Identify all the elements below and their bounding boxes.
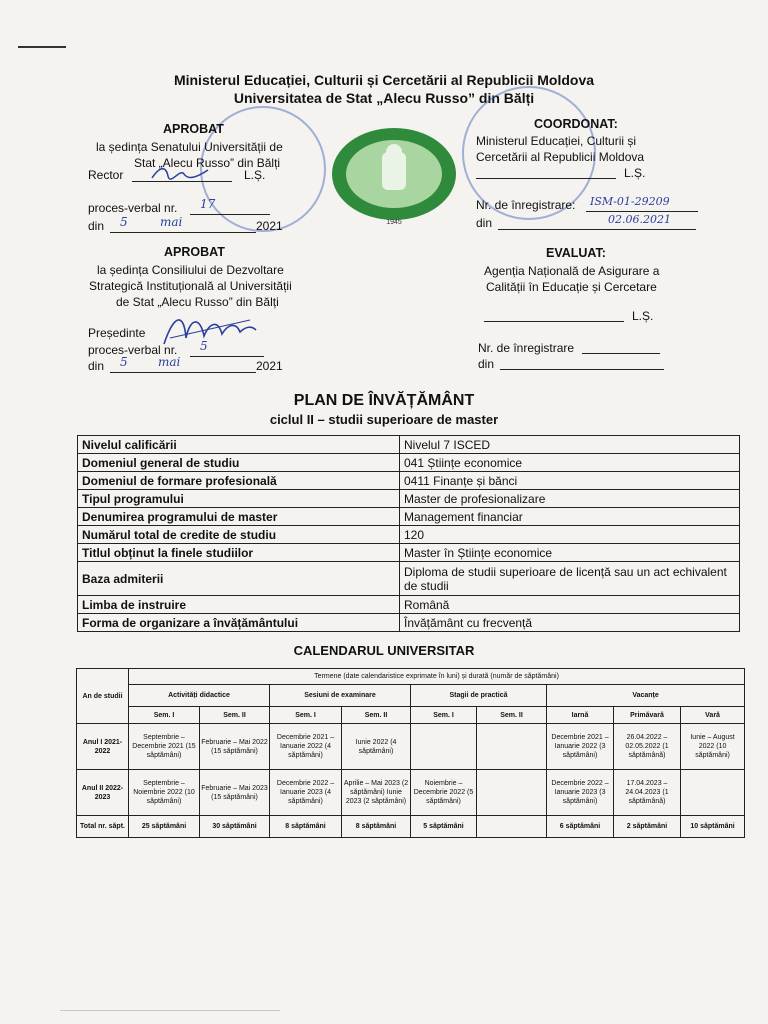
bottom-scan-marks [60,1010,280,1011]
calendar-cell: 26.04.2022 – 02.05.2022 (1 săptămână) [614,724,681,770]
info-row [78,472,740,490]
council-date-line [110,372,256,373]
rector-label: Rector [88,168,124,182]
info-label: Forma de organizare a învățământului [78,614,400,632]
info-row [78,436,740,454]
coordinated-reg-line [586,211,698,212]
calendar-subheader: Sem. II [200,707,270,724]
approved-council-title: APROBAT [164,245,225,259]
calendar-row [77,770,745,816]
coordinated-date-line [498,229,696,230]
evaluated-reg-label: Nr. de înregistrare [478,341,575,355]
calendar-total-row [77,816,745,838]
council-pv-number: 5 [200,339,208,353]
council-pv-line [190,356,264,357]
info-label: Baza admiterii [78,562,400,596]
evaluated-line2: Calității în Educație și Cercetare [486,280,657,294]
senate-pv-line [190,214,270,215]
approved-senate-title: APROBAT [163,122,224,136]
calendar-title: CALENDARUL UNIVERSITAR [293,643,475,658]
calendar-cell [477,770,547,816]
info-row [78,614,740,632]
info-value: Master de profesionalizare [400,490,740,508]
council-date-month: mai [158,355,181,369]
senate-date-prefix: din [88,219,105,233]
calendar-cell: Septembrie – Decembrie 2021 (15 săptămâni) [129,724,200,770]
calendar-cell: Decembrie 2021 – Ianuarie 2022 (4 săptămâni) [270,724,342,770]
calendar-total-cell: 2 săptămâni [614,816,681,838]
ministry-title: Ministerul Educației, Culturii și Cercetării al Republicii Moldova [173,72,595,88]
evaluated-title: EVALUAT: [546,246,606,260]
calendar-year-cell: Anul I 2021-2022 [77,724,129,770]
seal-year: 1945 [386,219,402,226]
info-row [78,526,740,544]
calendar-subheader: Vară [681,707,745,724]
calendar-group-header: Activități didactice [129,685,270,707]
calendar-cell: Iunie – August 2022 (10 săptămâni) [681,724,745,770]
calendar-total-cell: 8 săptămâni [270,816,342,838]
calendar-cell: Februarie – Mai 2023 (15 săptămâni) [200,770,270,816]
university-title: Universitatea de Stat „Alecu Russo” din Bălți [233,90,535,106]
info-value: 120 [400,526,740,544]
calendar-table [76,668,745,838]
calendar-cell: Noiembrie – Decembrie 2022 (5 săptămâni) [411,770,477,816]
council-pv-label: proces-verbal nr. [88,343,178,357]
senate-ls: L.Ș. [244,168,266,182]
calendar-cell [477,724,547,770]
info-row [78,508,740,526]
info-row [78,454,740,472]
evaluated-ls: L.Ș. [632,309,654,323]
calendar-total-cell: 8 săptămâni [342,816,411,838]
calendar-cell [681,770,745,816]
calendar-subheader: Primăvară [614,707,681,724]
plan-title: PLAN DE ÎNVĂȚĂMÂNT [293,392,475,409]
council-date-prefix: din [88,359,105,373]
evaluated-line1: Agenția Națională de Asigurare a [484,264,660,278]
calendar-subheader: Sem. II [342,707,411,724]
evaluated-date-prefix: din [478,357,495,371]
approved-senate-line1: la ședința Senatului Universității de [96,140,283,154]
senate-pv-number: 17 [200,197,216,211]
calendar-total-cell: 25 săptămâni [129,816,200,838]
senate-pv-label: proces-verbal nr. [88,201,178,215]
info-label: Domeniul de formare profesională [78,472,400,490]
calendar-cell: Septembrie – Noiembrie 2022 (10 săptămâni) [129,770,200,816]
calendar-subheader: Sem. I [411,707,477,724]
info-value: 041 Științe economice [400,454,740,472]
evaluated-reg-line [582,353,660,354]
coordinated-date-value: 02.06.2021 [608,213,671,226]
program-info-table [77,435,740,632]
calendar-cell: Decembrie 2021 – Ianuarie 2022 (3 săptămâni) [547,724,614,770]
calendar-group-header: Vacanțe [547,685,745,707]
approved-senate-line2: Stat „Alecu Russo” din Bălți [134,156,281,170]
calendar-group-header: Stagii de practică [411,685,547,707]
council-year: 2021 [256,359,283,373]
coordinated-ls: L.Ș. [624,166,646,180]
info-label: Limba de instruire [78,596,400,614]
approved-council-line3: de Stat „Alecu Russo” din Bălți [116,295,279,309]
calendar-total-label: Total nr. săpt. [77,816,129,838]
senate-date-day: 5 [120,215,128,229]
year-header: An de studii [77,669,129,724]
scan-mark [18,46,66,48]
info-value: Master în Științe economice [400,544,740,562]
info-value: Nivelul 7 ISCED [400,436,740,454]
calendar-total-cell [477,816,547,838]
info-value: Română [400,596,740,614]
info-value: Învățământ cu frecvență [400,614,740,632]
info-label: Domeniul general de studiu [78,454,400,472]
calendar-cell: Iunie 2022 (4 săptămâni) [342,724,411,770]
president-label: Președinte [88,326,146,340]
terms-header: Termene (date calendaristice exprimate în luni) și durată (număr de săptămâni) [129,669,745,685]
senate-date-line [110,232,256,233]
calendar-total-cell: 10 săptămâni [681,816,745,838]
info-label: Titlul obținut la finele studiilor [78,544,400,562]
info-label: Numărul total de credite de studiu [78,526,400,544]
calendar-year-cell: Anul II 2022-2023 [77,770,129,816]
calendar-total-cell: 5 săptămâni [411,816,477,838]
coordinated-line2: Cercetării al Republicii Moldova [476,150,645,164]
info-label: Tipul programului [78,490,400,508]
info-value: 0411 Finanțe și bănci [400,472,740,490]
coordinated-reg-number: ISM-01-29209 [590,195,670,208]
calendar-cell: Februarie – Mai 2022 (15 săptămâni) [200,724,270,770]
rector-signature [150,164,210,182]
info-label: Denumirea programului de master [78,508,400,526]
coordinated-date-prefix: din [476,216,493,230]
calendar-cell: Aprilie – Mai 2023 (2 săptămâni) Iunie 2023 (2 săptămâni) [342,770,411,816]
calendar-row [77,724,745,770]
evaluated-date-line [500,369,664,370]
senate-year: 2021 [256,219,283,233]
evaluated-signature-line [484,321,624,322]
senate-date-month: mai [160,215,183,229]
calendar-total-cell: 30 săptămâni [200,816,270,838]
calendar-subheader: Sem. I [129,707,200,724]
coordinated-reg-label: Nr. de înregistrare: [476,198,576,212]
calendar-total-cell: 6 săptămâni [547,816,614,838]
info-value: Management financiar [400,508,740,526]
plan-subtitle: ciclul II – studii superioare de master [269,412,499,427]
approved-council-line2: Strategică Instituțională al Universității [89,279,292,293]
calendar-group-header: Sesiuni de examinare [270,685,411,707]
calendar-subheader: Iarnă [547,707,614,724]
calendar-cell: Decembrie 2022 – Ianuarie 2023 (4 săptămâni) [270,770,342,816]
calendar-subheader: Sem. II [477,707,547,724]
council-date-day: 5 [120,355,128,369]
approved-council-line1: la ședința Consiliului de Dezvoltare [97,263,284,277]
info-row [78,562,740,596]
info-row [78,490,740,508]
calendar-cell: 17.04.2023 – 24.04.2023 (1 săptămână) [614,770,681,816]
info-value: Diploma de studii superioare de licență sau un act echivalent de studii [400,562,740,596]
info-label: Nivelul calificării [78,436,400,454]
info-row [78,596,740,614]
coordinated-line1: Ministerul Educației, Culturii și [476,134,637,148]
calendar-cell: Decembrie 2022 – Ianuarie 2023 (3 săptămâni) [547,770,614,816]
coordinated-title: COORDONAT: [534,117,618,131]
info-row [78,544,740,562]
calendar-subheader: Sem. I [270,707,342,724]
coordinated-signature-line [476,178,616,179]
calendar-cell [411,724,477,770]
university-seal [330,126,458,226]
